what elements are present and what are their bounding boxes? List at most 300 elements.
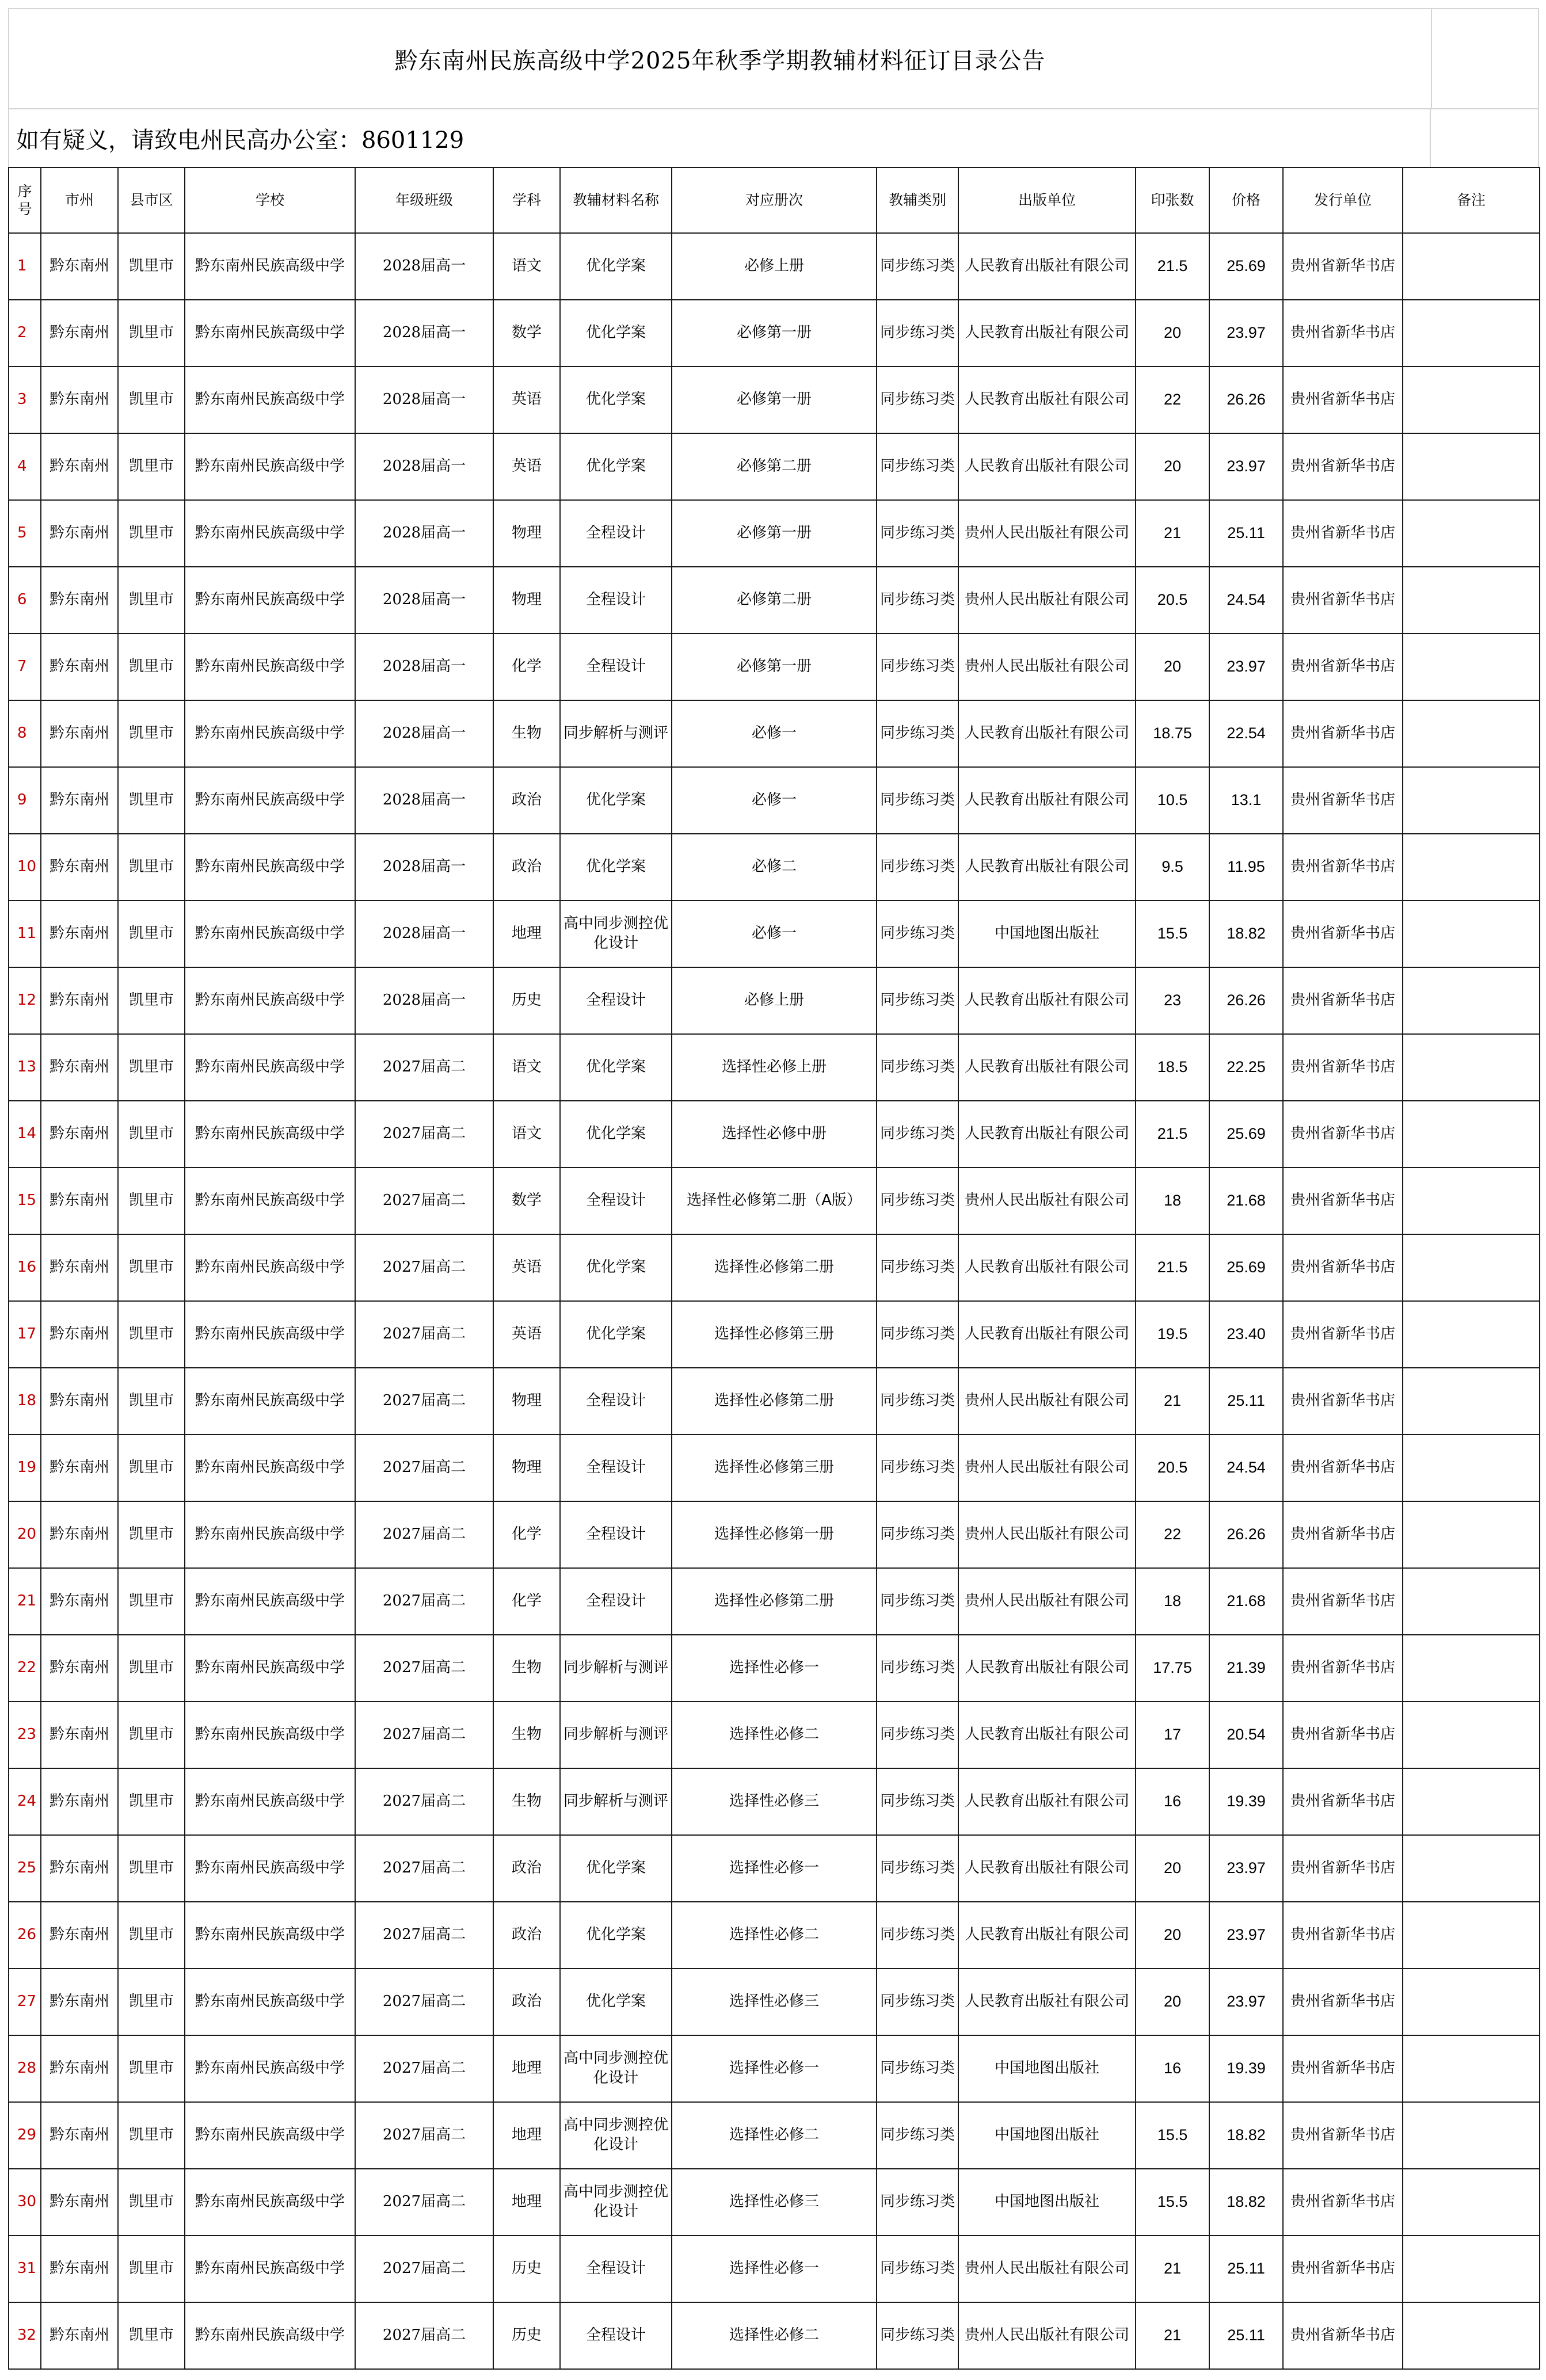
cell-subject: 历史 bbox=[493, 2236, 560, 2302]
cell-category: 同步练习类 bbox=[877, 1568, 958, 1635]
cell-material: 全程设计 bbox=[560, 1501, 672, 1568]
table-row bbox=[9, 1969, 1540, 2035]
cell-price: 13.1 bbox=[1209, 767, 1283, 834]
cell-volume: 选择性必修第二册 bbox=[672, 1234, 877, 1301]
cell-material: 全程设计 bbox=[560, 500, 672, 567]
cell-category: 同步练习类 bbox=[877, 1368, 958, 1435]
cell-distributor: 贵州省新华书店 bbox=[1283, 2169, 1403, 2236]
cell-volume: 必修上册 bbox=[672, 967, 877, 1034]
cell-sheets: 20.5 bbox=[1136, 1435, 1209, 1501]
header-city: 市州 bbox=[41, 167, 118, 233]
cell-sheets: 21 bbox=[1136, 2236, 1209, 2302]
cell-city: 黔东南州 bbox=[41, 1101, 118, 1168]
cell-category: 同步练习类 bbox=[877, 233, 958, 300]
cell-city: 黔东南州 bbox=[41, 1902, 118, 1969]
cell-subject: 地理 bbox=[493, 901, 560, 967]
cell-school: 黔东南州民族高级中学 bbox=[185, 767, 355, 834]
cell-subject: 生物 bbox=[493, 700, 560, 767]
cell-grade: 2028届高一 bbox=[355, 500, 493, 567]
cell-grade: 2027届高二 bbox=[355, 1368, 493, 1435]
cell-grade: 2028届高一 bbox=[355, 567, 493, 634]
cell-category: 同步练习类 bbox=[877, 1034, 958, 1101]
cell-city: 黔东南州 bbox=[41, 433, 118, 500]
cell-school: 黔东南州民族高级中学 bbox=[185, 233, 355, 300]
cell-price: 25.11 bbox=[1209, 500, 1283, 567]
cell-publisher: 人民教育出版社有限公司 bbox=[958, 1301, 1136, 1368]
cell-material: 优化学案 bbox=[560, 1902, 672, 1969]
cell-subject: 英语 bbox=[493, 1301, 560, 1368]
cell-volume: 必修一 bbox=[672, 901, 877, 967]
cell-county: 凯里市 bbox=[118, 1034, 185, 1101]
cell-school: 黔东南州民族高级中学 bbox=[185, 634, 355, 700]
cell-volume: 选择性必修三 bbox=[672, 1768, 877, 1835]
cell-publisher: 人民教育出版社有限公司 bbox=[958, 367, 1136, 433]
cell-county: 凯里市 bbox=[118, 1835, 185, 1902]
cell-publisher: 贵州人民出版社有限公司 bbox=[958, 1501, 1136, 1568]
cell-category: 同步练习类 bbox=[877, 1168, 958, 1234]
cell-county: 凯里市 bbox=[118, 700, 185, 767]
cell-city: 黔东南州 bbox=[41, 1835, 118, 1902]
cell-remarks bbox=[1403, 700, 1540, 767]
cell-city: 黔东南州 bbox=[41, 2236, 118, 2302]
cell-category: 同步练习类 bbox=[877, 1969, 958, 2035]
cell-index: 15 bbox=[9, 1168, 41, 1234]
cell-school: 黔东南州民族高级中学 bbox=[185, 1835, 355, 1902]
cell-material: 全程设计 bbox=[560, 2236, 672, 2302]
cell-subject: 数学 bbox=[493, 1168, 560, 1234]
cell-volume: 选择性必修第二册 bbox=[672, 1568, 877, 1635]
cell-category: 同步练习类 bbox=[877, 500, 958, 567]
cell-subject: 地理 bbox=[493, 2035, 560, 2102]
cell-grade: 2027届高二 bbox=[355, 1501, 493, 1568]
cell-remarks bbox=[1403, 1835, 1540, 1902]
cell-distributor: 贵州省新华书店 bbox=[1283, 2102, 1403, 2169]
cell-volume: 必修第一册 bbox=[672, 634, 877, 700]
cell-index: 20 bbox=[9, 1501, 41, 1568]
table-row bbox=[9, 1501, 1540, 1568]
cell-remarks bbox=[1403, 300, 1540, 367]
table-row bbox=[9, 1101, 1540, 1168]
cell-index: 8 bbox=[9, 700, 41, 767]
cell-remarks bbox=[1403, 1702, 1540, 1768]
cell-subject: 语文 bbox=[493, 1034, 560, 1101]
cell-index: 21 bbox=[9, 1568, 41, 1635]
cell-city: 黔东南州 bbox=[41, 1768, 118, 1835]
header-county: 县市区 bbox=[118, 167, 185, 233]
cell-volume: 选择性必修第二册 bbox=[672, 1368, 877, 1435]
cell-subject: 化学 bbox=[493, 1568, 560, 1635]
cell-remarks bbox=[1403, 1101, 1540, 1168]
cell-distributor: 贵州省新华书店 bbox=[1283, 367, 1403, 433]
cell-grade: 2027届高二 bbox=[355, 1902, 493, 1969]
cell-category: 同步练习类 bbox=[877, 767, 958, 834]
cell-material: 优化学案 bbox=[560, 300, 672, 367]
cell-volume: 选择性必修第二册（A版） bbox=[672, 1168, 877, 1234]
cell-subject: 地理 bbox=[493, 2169, 560, 2236]
cell-remarks bbox=[1403, 901, 1540, 967]
cell-remarks bbox=[1403, 2302, 1540, 2369]
table-row bbox=[9, 1168, 1540, 1234]
cell-category: 同步练习类 bbox=[877, 1768, 958, 1835]
table-row bbox=[9, 1368, 1540, 1435]
cell-sheets: 20 bbox=[1136, 1902, 1209, 1969]
cell-index: 12 bbox=[9, 967, 41, 1034]
cell-sheets: 16 bbox=[1136, 1768, 1209, 1835]
cell-subject: 语文 bbox=[493, 233, 560, 300]
cell-sheets: 18 bbox=[1136, 1168, 1209, 1234]
header-grade: 年级班级 bbox=[355, 167, 493, 233]
cell-publisher: 人民教育出版社有限公司 bbox=[958, 700, 1136, 767]
cell-category: 同步练习类 bbox=[877, 1234, 958, 1301]
cell-price: 23.97 bbox=[1209, 433, 1283, 500]
cell-grade: 2027届高二 bbox=[355, 1234, 493, 1301]
catalog-table bbox=[8, 167, 1540, 2370]
cell-price: 19.39 bbox=[1209, 2035, 1283, 2102]
cell-publisher: 人民教育出版社有限公司 bbox=[958, 1234, 1136, 1301]
cell-county: 凯里市 bbox=[118, 1702, 185, 1768]
title-side-cell bbox=[1432, 9, 1538, 108]
table-row bbox=[9, 367, 1540, 433]
cell-sheets: 21.5 bbox=[1136, 1234, 1209, 1301]
cell-price: 18.82 bbox=[1209, 2102, 1283, 2169]
cell-index: 6 bbox=[9, 567, 41, 634]
cell-school: 黔东南州民族高级中学 bbox=[185, 567, 355, 634]
cell-school: 黔东南州民族高级中学 bbox=[185, 2169, 355, 2236]
cell-sheets: 18.75 bbox=[1136, 700, 1209, 767]
cell-distributor: 贵州省新华书店 bbox=[1283, 1768, 1403, 1835]
cell-sheets: 20 bbox=[1136, 1835, 1209, 1902]
cell-sheets: 22 bbox=[1136, 1501, 1209, 1568]
cell-distributor: 贵州省新华书店 bbox=[1283, 1168, 1403, 1234]
cell-subject: 政治 bbox=[493, 1969, 560, 2035]
cell-distributor: 贵州省新华书店 bbox=[1283, 1501, 1403, 1568]
cell-subject: 物理 bbox=[493, 1368, 560, 1435]
cell-school: 黔东南州民族高级中学 bbox=[185, 433, 355, 500]
cell-grade: 2027届高二 bbox=[355, 2236, 493, 2302]
cell-school: 黔东南州民族高级中学 bbox=[185, 1435, 355, 1501]
cell-school: 黔东南州民族高级中学 bbox=[185, 1635, 355, 1702]
cell-remarks bbox=[1403, 2169, 1540, 2236]
cell-index: 30 bbox=[9, 2169, 41, 2236]
cell-volume: 必修第一册 bbox=[672, 500, 877, 567]
table-row bbox=[9, 1034, 1540, 1101]
cell-remarks bbox=[1403, 1768, 1540, 1835]
cell-material: 全程设计 bbox=[560, 567, 672, 634]
cell-publisher: 人民教育出版社有限公司 bbox=[958, 967, 1136, 1034]
cell-subject: 生物 bbox=[493, 1702, 560, 1768]
cell-publisher: 中国地图出版社 bbox=[958, 2102, 1136, 2169]
cell-price: 25.11 bbox=[1209, 2302, 1283, 2369]
cell-category: 同步练习类 bbox=[877, 700, 958, 767]
cell-price: 24.54 bbox=[1209, 1435, 1283, 1501]
cell-material: 优化学案 bbox=[560, 233, 672, 300]
cell-grade: 2028届高一 bbox=[355, 433, 493, 500]
cell-volume: 选择性必修一 bbox=[672, 1635, 877, 1702]
cell-volume: 选择性必修一 bbox=[672, 2035, 877, 2102]
cell-distributor: 贵州省新华书店 bbox=[1283, 433, 1403, 500]
cell-sheets: 22 bbox=[1136, 367, 1209, 433]
cell-price: 23.97 bbox=[1209, 1969, 1283, 2035]
cell-school: 黔东南州民族高级中学 bbox=[185, 500, 355, 567]
cell-publisher: 人民教育出版社有限公司 bbox=[958, 433, 1136, 500]
cell-sheets: 10.5 bbox=[1136, 767, 1209, 834]
cell-publisher: 中国地图出版社 bbox=[958, 2169, 1136, 2236]
header-remarks: 备注 bbox=[1403, 167, 1540, 233]
cell-grade: 2028届高一 bbox=[355, 233, 493, 300]
cell-material: 优化学案 bbox=[560, 367, 672, 433]
cell-category: 同步练习类 bbox=[877, 1835, 958, 1902]
table-row bbox=[9, 500, 1540, 567]
cell-publisher: 贵州人民出版社有限公司 bbox=[958, 2236, 1136, 2302]
cell-city: 黔东南州 bbox=[41, 1301, 118, 1368]
cell-price: 23.97 bbox=[1209, 634, 1283, 700]
cell-city: 黔东南州 bbox=[41, 367, 118, 433]
cell-index: 1 bbox=[9, 233, 41, 300]
table-row bbox=[9, 1301, 1540, 1368]
table-row bbox=[9, 433, 1540, 500]
cell-remarks bbox=[1403, 2102, 1540, 2169]
cell-city: 黔东南州 bbox=[41, 300, 118, 367]
cell-index: 2 bbox=[9, 300, 41, 367]
cell-city: 黔东南州 bbox=[41, 1234, 118, 1301]
cell-remarks bbox=[1403, 1034, 1540, 1101]
cell-grade: 2028届高一 bbox=[355, 967, 493, 1034]
cell-material: 高中同步测控优化设计 bbox=[560, 2102, 672, 2169]
header-distributor: 发行单位 bbox=[1283, 167, 1403, 233]
cell-publisher: 人民教育出版社有限公司 bbox=[958, 1635, 1136, 1702]
cell-publisher: 人民教育出版社有限公司 bbox=[958, 1034, 1136, 1101]
sheet bbox=[8, 8, 1539, 2370]
cell-remarks bbox=[1403, 1234, 1540, 1301]
cell-publisher: 中国地图出版社 bbox=[958, 2035, 1136, 2102]
cell-material: 优化学案 bbox=[560, 1301, 672, 1368]
cell-grade: 2027届高二 bbox=[355, 1435, 493, 1501]
cell-county: 凯里市 bbox=[118, 1101, 185, 1168]
cell-price: 25.69 bbox=[1209, 233, 1283, 300]
cell-remarks bbox=[1403, 1902, 1540, 1969]
cell-subject: 英语 bbox=[493, 1234, 560, 1301]
cell-price: 21.68 bbox=[1209, 1168, 1283, 1234]
cell-distributor: 贵州省新华书店 bbox=[1283, 967, 1403, 1034]
cell-sheets: 17.75 bbox=[1136, 1635, 1209, 1702]
table-row bbox=[9, 2302, 1540, 2369]
cell-city: 黔东南州 bbox=[41, 1368, 118, 1435]
cell-subject: 语文 bbox=[493, 1101, 560, 1168]
cell-distributor: 贵州省新华书店 bbox=[1283, 233, 1403, 300]
cell-sheets: 21 bbox=[1136, 1368, 1209, 1435]
cell-category: 同步练习类 bbox=[877, 634, 958, 700]
cell-distributor: 贵州省新华书店 bbox=[1283, 1301, 1403, 1368]
cell-grade: 2028届高一 bbox=[355, 901, 493, 967]
cell-county: 凯里市 bbox=[118, 634, 185, 700]
cell-city: 黔东南州 bbox=[41, 500, 118, 567]
cell-remarks bbox=[1403, 567, 1540, 634]
cell-index: 7 bbox=[9, 634, 41, 700]
cell-material: 高中同步测控优化设计 bbox=[560, 2035, 672, 2102]
cell-material: 同步解析与测评 bbox=[560, 700, 672, 767]
cell-grade: 2027届高二 bbox=[355, 1168, 493, 1234]
cell-grade: 2028届高一 bbox=[355, 634, 493, 700]
cell-publisher: 人民教育出版社有限公司 bbox=[958, 1101, 1136, 1168]
cell-distributor: 贵州省新华书店 bbox=[1283, 700, 1403, 767]
cell-grade: 2027届高二 bbox=[355, 1969, 493, 2035]
cell-price: 19.39 bbox=[1209, 1768, 1283, 1835]
cell-city: 黔东南州 bbox=[41, 901, 118, 967]
cell-publisher: 贵州人民出版社有限公司 bbox=[958, 1435, 1136, 1501]
cell-city: 黔东南州 bbox=[41, 2035, 118, 2102]
cell-index: 27 bbox=[9, 1969, 41, 2035]
cell-subject: 政治 bbox=[493, 834, 560, 901]
table-row bbox=[9, 2102, 1540, 2169]
cell-publisher: 人民教育出版社有限公司 bbox=[958, 1702, 1136, 1768]
cell-material: 全程设计 bbox=[560, 967, 672, 1034]
cell-county: 凯里市 bbox=[118, 901, 185, 967]
cell-volume: 选择性必修上册 bbox=[672, 1034, 877, 1101]
cell-remarks bbox=[1403, 1435, 1540, 1501]
cell-sheets: 20 bbox=[1136, 1969, 1209, 2035]
table-row bbox=[9, 967, 1540, 1034]
table-row bbox=[9, 233, 1540, 300]
cell-county: 凯里市 bbox=[118, 1168, 185, 1234]
cell-remarks bbox=[1403, 1635, 1540, 1702]
cell-distributor: 贵州省新华书店 bbox=[1283, 1234, 1403, 1301]
cell-city: 黔东南州 bbox=[41, 700, 118, 767]
cell-material: 优化学案 bbox=[560, 1234, 672, 1301]
header-category: 教辅类别 bbox=[877, 167, 958, 233]
cell-sheets: 15.5 bbox=[1136, 2102, 1209, 2169]
cell-sheets: 15.5 bbox=[1136, 2169, 1209, 2236]
cell-city: 黔东南州 bbox=[41, 834, 118, 901]
cell-school: 黔东南州民族高级中学 bbox=[185, 1702, 355, 1768]
cell-volume: 选择性必修二 bbox=[672, 2102, 877, 2169]
cell-sheets: 20.5 bbox=[1136, 567, 1209, 634]
cell-distributor: 贵州省新华书店 bbox=[1283, 2236, 1403, 2302]
cell-price: 25.69 bbox=[1209, 1234, 1283, 1301]
cell-county: 凯里市 bbox=[118, 1301, 185, 1368]
cell-material: 全程设计 bbox=[560, 2302, 672, 2369]
cell-city: 黔东南州 bbox=[41, 767, 118, 834]
cell-school: 黔东南州民族高级中学 bbox=[185, 700, 355, 767]
cell-remarks bbox=[1403, 967, 1540, 1034]
cell-school: 黔东南州民族高级中学 bbox=[185, 1368, 355, 1435]
cell-city: 黔东南州 bbox=[41, 2102, 118, 2169]
cell-index: 5 bbox=[9, 500, 41, 567]
cell-index: 23 bbox=[9, 1702, 41, 1768]
cell-sheets: 18.5 bbox=[1136, 1034, 1209, 1101]
cell-price: 23.97 bbox=[1209, 1902, 1283, 1969]
cell-county: 凯里市 bbox=[118, 500, 185, 567]
cell-index: 16 bbox=[9, 1234, 41, 1301]
cell-category: 同步练习类 bbox=[877, 300, 958, 367]
cell-index: 19 bbox=[9, 1435, 41, 1501]
cell-volume: 选择性必修二 bbox=[672, 1902, 877, 1969]
table-row bbox=[9, 834, 1540, 901]
cell-category: 同步练习类 bbox=[877, 567, 958, 634]
cell-distributor: 贵州省新华书店 bbox=[1283, 300, 1403, 367]
cell-price: 22.54 bbox=[1209, 700, 1283, 767]
cell-subject: 物理 bbox=[493, 567, 560, 634]
cell-price: 25.69 bbox=[1209, 1101, 1283, 1168]
cell-county: 凯里市 bbox=[118, 567, 185, 634]
header-publisher: 出版单位 bbox=[958, 167, 1136, 233]
header-subject: 学科 bbox=[493, 167, 560, 233]
cell-material: 优化学案 bbox=[560, 767, 672, 834]
cell-volume: 选择性必修中册 bbox=[672, 1101, 877, 1168]
cell-grade: 2028届高一 bbox=[355, 700, 493, 767]
title-row bbox=[8, 8, 1539, 109]
cell-price: 25.11 bbox=[1209, 1368, 1283, 1435]
cell-remarks bbox=[1403, 1168, 1540, 1234]
cell-remarks bbox=[1403, 634, 1540, 700]
cell-city: 黔东南州 bbox=[41, 1568, 118, 1635]
cell-distributor: 贵州省新华书店 bbox=[1283, 1969, 1403, 2035]
cell-county: 凯里市 bbox=[118, 433, 185, 500]
header-index: 序号 bbox=[9, 167, 41, 233]
cell-category: 同步练习类 bbox=[877, 901, 958, 967]
cell-subject: 历史 bbox=[493, 967, 560, 1034]
cell-index: 25 bbox=[9, 1835, 41, 1902]
header-material: 教辅材料名称 bbox=[560, 167, 672, 233]
cell-distributor: 贵州省新华书店 bbox=[1283, 1435, 1403, 1501]
contact-row bbox=[8, 109, 1539, 167]
cell-price: 18.82 bbox=[1209, 901, 1283, 967]
cell-category: 同步练习类 bbox=[877, 1635, 958, 1702]
cell-county: 凯里市 bbox=[118, 2236, 185, 2302]
cell-index: 13 bbox=[9, 1034, 41, 1101]
table-row bbox=[9, 1435, 1540, 1501]
cell-distributor: 贵州省新华书店 bbox=[1283, 500, 1403, 567]
cell-publisher: 人民教育出版社有限公司 bbox=[958, 1969, 1136, 2035]
cell-school: 黔东南州民族高级中学 bbox=[185, 2236, 355, 2302]
cell-subject: 物理 bbox=[493, 500, 560, 567]
cell-sheets: 21.5 bbox=[1136, 233, 1209, 300]
cell-sheets: 9.5 bbox=[1136, 834, 1209, 901]
cell-county: 凯里市 bbox=[118, 1969, 185, 2035]
cell-school: 黔东南州民族高级中学 bbox=[185, 1234, 355, 1301]
cell-price: 20.54 bbox=[1209, 1702, 1283, 1768]
cell-distributor: 贵州省新华书店 bbox=[1283, 1635, 1403, 1702]
cell-school: 黔东南州民族高级中学 bbox=[185, 1101, 355, 1168]
table-row bbox=[9, 567, 1540, 634]
cell-distributor: 贵州省新华书店 bbox=[1283, 567, 1403, 634]
cell-county: 凯里市 bbox=[118, 1234, 185, 1301]
cell-remarks bbox=[1403, 2035, 1540, 2102]
cell-subject: 化学 bbox=[493, 1501, 560, 1568]
cell-school: 黔东南州民族高级中学 bbox=[185, 834, 355, 901]
cell-grade: 2027届高二 bbox=[355, 2169, 493, 2236]
cell-distributor: 贵州省新华书店 bbox=[1283, 1902, 1403, 1969]
cell-grade: 2028届高一 bbox=[355, 367, 493, 433]
cell-index: 3 bbox=[9, 367, 41, 433]
cell-county: 凯里市 bbox=[118, 367, 185, 433]
table-row bbox=[9, 1234, 1540, 1301]
cell-city: 黔东南州 bbox=[41, 1702, 118, 1768]
cell-county: 凯里市 bbox=[118, 300, 185, 367]
cell-category: 同步练习类 bbox=[877, 1101, 958, 1168]
cell-county: 凯里市 bbox=[118, 767, 185, 834]
cell-category: 同步练习类 bbox=[877, 1501, 958, 1568]
cell-price: 22.25 bbox=[1209, 1034, 1283, 1101]
cell-material: 全程设计 bbox=[560, 1435, 672, 1501]
cell-grade: 2028届高一 bbox=[355, 834, 493, 901]
header-sheets: 印张数 bbox=[1136, 167, 1209, 233]
cell-index: 18 bbox=[9, 1368, 41, 1435]
cell-material: 高中同步测控优化设计 bbox=[560, 2169, 672, 2236]
cell-category: 同步练习类 bbox=[877, 1902, 958, 1969]
cell-publisher: 贵州人民出版社有限公司 bbox=[958, 1568, 1136, 1635]
cell-subject: 政治 bbox=[493, 1902, 560, 1969]
cell-distributor: 贵州省新华书店 bbox=[1283, 1835, 1403, 1902]
